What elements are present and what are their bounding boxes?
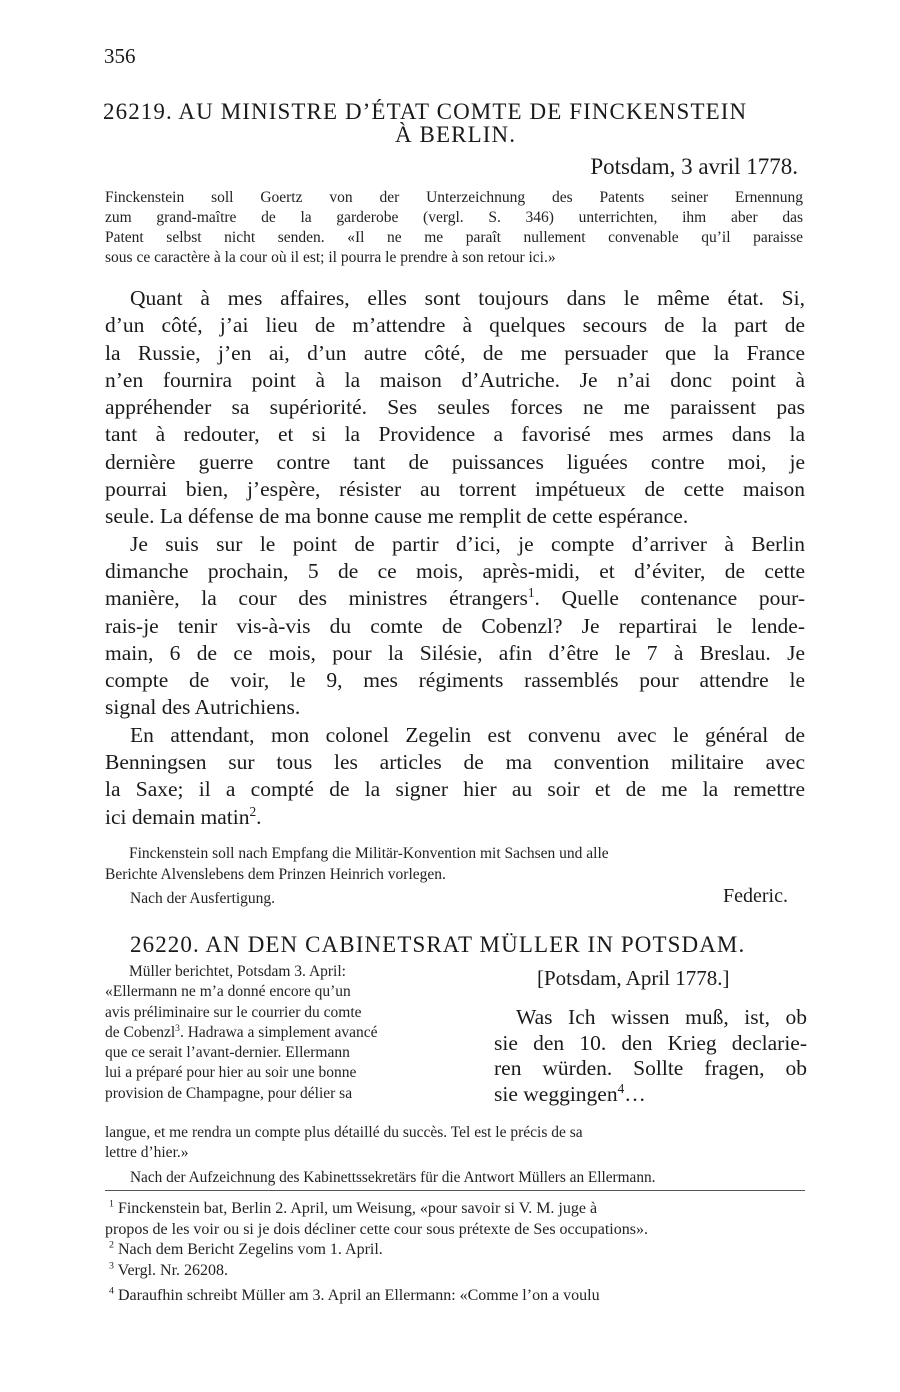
body-line: appréhender sa supériorité. Ses seules forces ne me paraissent pas bbox=[105, 395, 805, 420]
body-text-run: sie weggingen bbox=[494, 1081, 618, 1106]
excerpt-line: provision de Champagne, pour délier sa bbox=[105, 1084, 353, 1102]
letter-dateline: Potsdam, 3 avril 1778. bbox=[590, 154, 798, 179]
letter-heading-recipient-city: À BERLIN. bbox=[395, 122, 517, 147]
letter-heading: 26220. AN DEN CABINETSRAT MÜLLER IN POTSDAM. bbox=[130, 932, 746, 957]
footnote-text: Finckenstein bat, Berlin 2. April, um Weisung, «pour savoir si V. M. juge à bbox=[117, 1200, 598, 1217]
source-note: Nach der Ausfertigung. bbox=[130, 890, 276, 907]
excerpt-line: Müller berichtet, Potsdam 3. April: bbox=[129, 963, 346, 980]
body-line: Je suis sur le point de partir d’ici, je compte d’arriver à Berlin bbox=[130, 531, 805, 556]
footnote-marker: 3 bbox=[109, 1260, 114, 1272]
footnote-marker: 1 bbox=[109, 1198, 114, 1210]
letter-heading: 26219. AU MINISTRE D’ÉTAT COMTE DE FINCKENSTEIN bbox=[103, 99, 748, 124]
note-line: Berichte Alvenslebens dem Prinzen Heinrich vorlegen. bbox=[105, 866, 446, 883]
source-note: Nach der Aufzeichnung des Kabinettssekretärs für die Antwort Müllers an Ellermann. bbox=[130, 1169, 656, 1186]
body-text-run: . bbox=[256, 804, 262, 829]
excerpt-continuation bbox=[105, 1123, 583, 1163]
excerpt-text-run: de Cobenzl bbox=[105, 1023, 176, 1041]
body-line bbox=[494, 1082, 807, 1108]
footnote-text: Nach dem Bericht Zegelins vom 1. April. bbox=[117, 1241, 383, 1258]
body-line: rais-je tenir vis-à-vis du comte de Cobenzl? Je repartirai le lende- bbox=[105, 613, 805, 638]
report-excerpt bbox=[105, 962, 461, 1104]
body-text-run: … bbox=[624, 1081, 646, 1106]
letter-note bbox=[105, 843, 609, 885]
excerpt-text-run: . Hadrawa a simplement avancé bbox=[179, 1023, 378, 1041]
footnote-text: propos de les voir ou si je dois décliner cette cour sous prétexte de Ses occupations». bbox=[105, 1220, 648, 1238]
page-number: 356 bbox=[104, 44, 136, 68]
body-line: Quant à mes affaires, elles sont toujours dans le même état. Si, bbox=[130, 286, 805, 310]
body-line: n’en fournira point à la maison d’Autriche. Je n’ai donc point à bbox=[105, 367, 805, 392]
body-text-run: ici demain matin bbox=[105, 804, 250, 829]
excerpt-line: «Ellermann ne m’a donné encore qu’un bbox=[105, 983, 351, 1001]
summary-line: Finckenstein soll Goertz von der Unterzeichnung des Patents seiner Ernennung bbox=[105, 189, 803, 206]
letter-body bbox=[494, 1005, 807, 1107]
body-line: signal des Autrichiens. bbox=[105, 695, 301, 720]
footnote-ref: 4 bbox=[617, 1080, 625, 1096]
footnote bbox=[105, 1199, 648, 1220]
body-line: tant à redouter, et si la Providence a favorisé mes armes dans la bbox=[105, 422, 805, 447]
body-line: Benningsen sur tous les articles de ma convention militaire avec bbox=[105, 750, 805, 775]
letter-summary bbox=[105, 188, 803, 268]
signature: Federic. bbox=[723, 885, 788, 907]
excerpt-line: lui a préparé pour hier au soir une bonne bbox=[105, 1064, 357, 1082]
footnote-rule bbox=[105, 1190, 805, 1191]
excerpt-line: langue, et me rendra un compte plus détaillé du succès. Tel est le précis de sa bbox=[105, 1124, 583, 1141]
body-line: pourrai bien, j’espère, résister au torrent impétueux de cette maison bbox=[105, 477, 805, 502]
summary-line: Patent selbst nicht senden. «Il ne me paraît nullement convenable qu’il paraisse bbox=[105, 229, 803, 246]
footnote-marker: 4 bbox=[109, 1285, 114, 1297]
body-line: d’un côté, j’ai lieu de m’attendre à quelques secours de la part de bbox=[105, 313, 805, 338]
summary-line: zum grand-maître de la garderobe (vergl. S. 346) unterrichten, ihm aber das bbox=[105, 209, 803, 226]
letter-body bbox=[105, 285, 805, 831]
footnote-continuation bbox=[105, 1220, 648, 1241]
note-line: Finckenstein soll nach Empfang die Militär-Konvention mit Sachsen und alle bbox=[129, 845, 609, 862]
footnote-text: Daraufhin schreibt Müller am 3. April an Ellermann: «Comme l’on a voulu bbox=[117, 1287, 600, 1304]
summary-line: sous ce caractère à la cour où il est; il pourra le prendre à son retour ici.» bbox=[105, 249, 556, 266]
excerpt-line: que ce serait l’avant-dernier. Ellermann bbox=[105, 1044, 350, 1062]
footnote-ref: 2 bbox=[249, 803, 257, 819]
body-line: ren würden. Sollte fragen, ob bbox=[494, 1056, 807, 1080]
body-line: sie den 10. den Krieg declarie- bbox=[494, 1030, 807, 1055]
body-line: la Russie, j’en ai, d’un autre côté, de me persuader que la France bbox=[105, 340, 805, 365]
footnote bbox=[105, 1286, 648, 1307]
footnote-ref: 1 bbox=[527, 585, 535, 601]
footnotes bbox=[105, 1199, 648, 1307]
footnote-text: Vergl. Nr. 26208. bbox=[117, 1261, 229, 1279]
body-text-run: manière, la cour des ministres étrangers bbox=[105, 586, 528, 611]
body-line bbox=[105, 804, 805, 831]
body-line: Was Ich wissen muß, ist, ob bbox=[516, 1005, 807, 1029]
body-text-run: . Quelle contenance pour- bbox=[534, 586, 805, 611]
body-line: compte de voir, le 9, mes régiments rassemblés pour attendre le bbox=[105, 668, 805, 693]
footnote-ref: 3 bbox=[175, 1022, 180, 1034]
excerpt-line: lettre d’hier.» bbox=[105, 1144, 189, 1161]
body-line: dernière guerre contre tant de puissances liguées contre moi, je bbox=[105, 449, 805, 474]
body-line: main, 6 de ce mois, pour la Silésie, afin d’être le 7 à Breslau. Je bbox=[105, 640, 805, 665]
excerpt-line: avis préliminaire sur le courrier du comte bbox=[105, 1003, 362, 1021]
footnote-marker: 2 bbox=[109, 1239, 114, 1251]
body-line: la Saxe; il a compté de la signer hier au soir et de me la remettre bbox=[105, 777, 805, 802]
excerpt-line bbox=[105, 1023, 461, 1043]
body-line: seule. La défense de ma bonne cause me remplit de cette espérance. bbox=[105, 504, 689, 529]
body-line: dimanche prochain, 5 de ce mois, après-midi, et d’éviter, de cette bbox=[105, 558, 805, 583]
footnote bbox=[105, 1240, 648, 1261]
letter-dateline: [Potsdam, April 1778.] bbox=[537, 966, 730, 990]
footnote bbox=[105, 1261, 648, 1282]
body-line: En attendant, mon colonel Zegelin est convenu avec le général de bbox=[130, 722, 805, 747]
body-line bbox=[105, 585, 805, 612]
